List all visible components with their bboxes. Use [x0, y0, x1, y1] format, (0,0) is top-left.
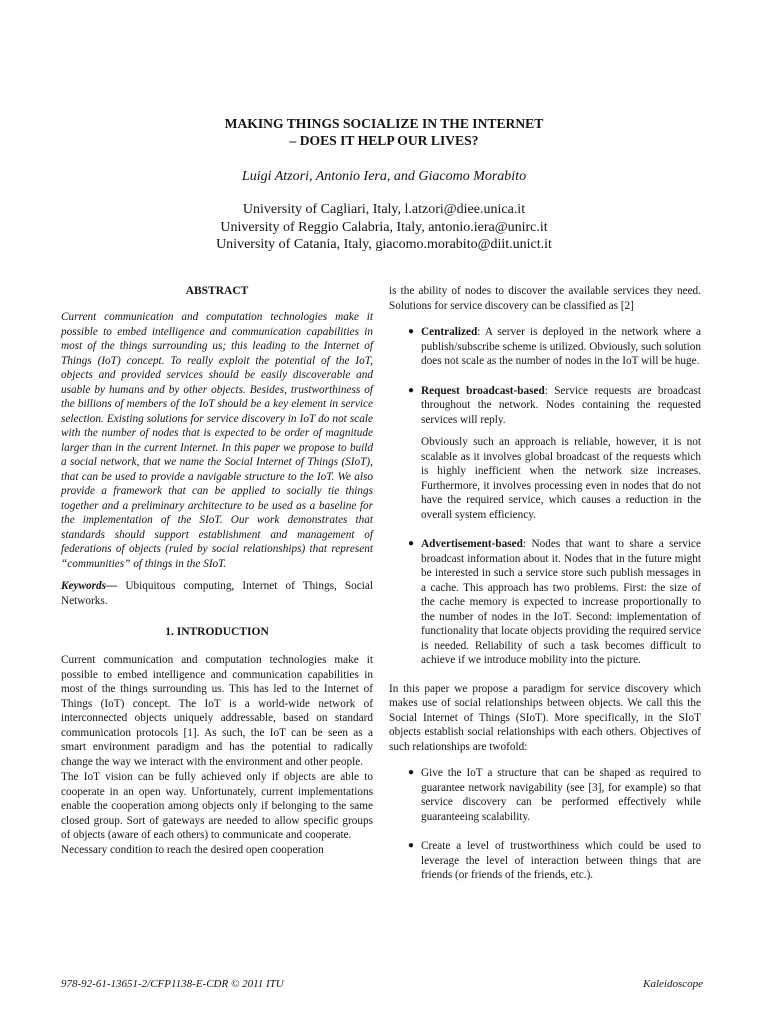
bullet-text: : Nodes that want to share a service broadcast information about it. Nodes that in the future might be interested in such a service store such publish messages in a cache. This approach has two problems. First: the size of the cache memory is expected to increase proportionally to the number of nodes in the IoT. Second: implementation of functionality that locate objects providing the required service is needed. Reliability of such a task becomes difficult to achieve if we introduce mobility into the picture. — [421, 538, 701, 666]
bullet-icon: ● — [408, 538, 415, 549]
bullet-title: Centralized — [421, 326, 478, 338]
paper-title — [60, 115, 708, 149]
list-item — [389, 839, 701, 883]
list-item — [389, 384, 701, 428]
discovery-methods-list — [389, 325, 701, 427]
bullet-text: : Service requests are broadcast throughout the network. Nodes containing the requested services will reply. — [421, 384, 701, 426]
keywords — [61, 579, 373, 608]
author-list: Luigi Atzori, Antonio Iera, and Giacomo Morabito — [241, 169, 527, 184]
bullet-continuation: Obviously such an approach is reliable, however, it is not scalable as it involves global broadcast of the requests which is highly inefficient when the network size increases. Furthermore, it involves processing even in nodes that do not have the required service, which causes a reduction in the overall system efficiency. — [421, 436, 701, 521]
list-item — [389, 325, 701, 369]
title-line-1: MAKING THINGS SOCIALIZE IN THE INTERNET — [224, 116, 544, 131]
keywords-text: Ubiquitous computing, Internet of Things, Social Networks. — [61, 580, 373, 607]
proposal-paragraph: In this paper we propose a paradigm for service discovery which makes use of social relationships between objects. We call this the Social Internet of Things (SIoT). More specifically, in the SIoT objects establish social relationships with each others. Objectives of such relationships are twofold: — [389, 682, 701, 753]
list-item — [389, 537, 701, 668]
bullet-icon: ● — [408, 326, 415, 337]
list-item — [389, 766, 701, 824]
footer-copyright: 978-92-61-13651-2/CFP1138-E-CDR © 2011 ITU — [61, 978, 284, 990]
bullet-icon: ● — [408, 840, 415, 851]
right-column — [389, 284, 701, 883]
title-line-2: – DOES IT HELP OUR LIVES? — [289, 133, 479, 148]
abstract-heading: ABSTRACT — [185, 285, 249, 297]
left-column — [61, 284, 373, 857]
bullet-title: Request broadcast-based — [421, 384, 545, 397]
objective-text: Create a level of trustworthiness which could be used to leverage the level of interaction between things that are friends (or friends of the friends, etc.). — [421, 840, 701, 881]
objective-text: Give the IoT a structure that can be shaped as required to guarantee network navigability (see [3], for example) so that service discovery can be performed effectively while guaranteeing scalability. — [421, 767, 701, 823]
bullet-icon: ● — [408, 384, 415, 396]
footer-venue: Kaleidoscope — [643, 978, 703, 990]
affiliation: University of Cagliari, Italy, l.atzori@diee.unica.it — [242, 202, 526, 217]
affiliation: University of Catania, Italy, giacomo.morabito@diit.unict.it — [216, 237, 552, 252]
affiliation-list — [60, 201, 708, 254]
bullet-icon: ● — [408, 767, 415, 778]
discovery-methods-list-continued — [389, 537, 701, 668]
objectives-list — [389, 766, 701, 883]
introduction-heading: 1. INTRODUCTION — [165, 626, 269, 638]
bullet-title: Advertisement-based — [421, 538, 523, 550]
affiliation: University of Reggio Calabria, Italy, antonio.iera@unirc.it — [220, 219, 548, 235]
discovery-paragraph: is the ability of nodes to discover the available services they need. Solutions for service discovery can be classified as [2] — [389, 285, 701, 312]
keywords-label: Keywords— — [61, 580, 118, 592]
intro-paragraph: The IoT vision can be fully achieved only if objects are able to cooperate in an open way. Unfortunately, current implementations enable the cooperation among objects only if belonging to the same closed group. Sort of gateways are needed to allow specific groups of objects (aware of each others) to communicate and cooperate. — [61, 771, 373, 841]
bullet-text: : A server is deployed in the network where a publish/subscribe scheme is utilized. Obviously, such solution does not scale as the number of nodes in the IoT will be huge. — [421, 326, 701, 367]
intro-paragraph: Necessary condition to reach the desired open cooperation — [61, 843, 324, 856]
abstract-text: Current communication and computation technologies make it possible to embed intelligence and communication capabilities in most of the things surrounding us; this leading to the Internet of Things (IoT) concept. To really exploit the potential of the IoT, objects and provided services should be easily discoverable and usable by humans and by other objects. Besides, trustworthiness of the billions of members of the IoT should be a key element in service selection. Existing solutions for service discovery in IoT do not scale with the number of nodes that is expected to be order of magnitude larger than in the current Internet. In this paper we propose to build a social network, that we name the Social Internet of Things (SIoT), that can be used to provide a navigable structure to the IoT. We also provide a framework that can be applied to socially tie things together and a preliminary architecture to be used as a baseline for the implementation of the SIoT. Our work demonstrates that standards should support establishment and management of federations of objects (ruled by social relationships) that represent “communities” of things in the SIoT. — [61, 311, 373, 570]
intro-paragraph: Current communication and computation technologies make it possible to embed intelligence and communication capabilities in most of the things surrounding us. This has led to the Internet of Things (IoT) concept. The IoT is a world-wide network of interconnected objects uniquely addressable, based on standard communication protocols [1]. As such, the IoT can be seen as a smart environment paradigm and has the potential to radically change the way we interact with the environment and other people. — [61, 654, 373, 768]
